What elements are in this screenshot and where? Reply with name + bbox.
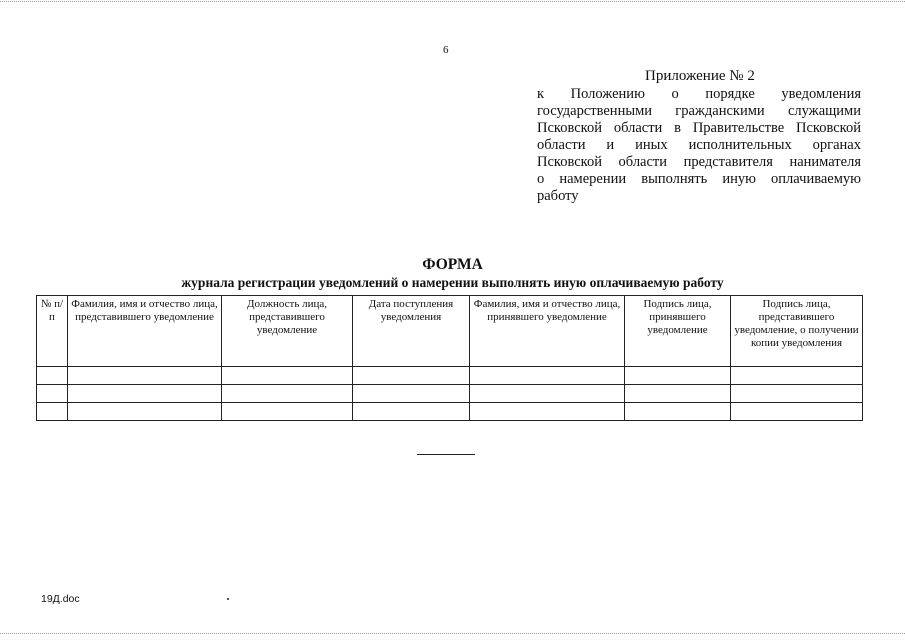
appendix-line: работу — [537, 188, 579, 204]
table-row — [37, 403, 863, 421]
table-cell[interactable] — [37, 385, 68, 403]
appendix-line: государственными гражданскими служащими — [537, 103, 861, 119]
form-title: ФОРМА — [422, 256, 483, 273]
table-cell[interactable] — [731, 367, 863, 385]
column-header-submitter-signature: Подпись лица, представившего уведомление, о получении копии уведомления — [731, 296, 863, 367]
table-header-row — [37, 296, 863, 367]
scan-edge-bottom — [0, 633, 905, 634]
document-filename: 19Д.doc — [41, 593, 80, 605]
table-cell[interactable] — [470, 403, 625, 421]
appendix-line: области и иных исполнительных органах — [537, 137, 861, 153]
appendix-line: Псковской области представителя нанимателя — [537, 154, 861, 170]
table-cell[interactable] — [625, 367, 731, 385]
table-cell[interactable] — [470, 385, 625, 403]
column-header-receipt-date: Дата поступления уведомления — [353, 296, 470, 367]
scan-edge-top — [0, 1, 905, 2]
table-row — [37, 385, 863, 403]
page-number: 6 — [443, 44, 449, 56]
table-cell[interactable] — [470, 367, 625, 385]
table-cell[interactable] — [625, 403, 731, 421]
table-cell[interactable] — [625, 385, 731, 403]
table-cell[interactable] — [731, 403, 863, 421]
registration-journal-table — [36, 295, 863, 421]
column-header-receiver-name: Фамилия, имя и отчество лица, принявшего уведомление — [470, 296, 625, 367]
appendix-line: о намерении выполнять иную оплачиваемую — [537, 171, 861, 187]
table-cell[interactable] — [222, 367, 353, 385]
appendix-text — [537, 86, 861, 205]
end-divider — [417, 454, 475, 455]
appendix-title: Приложение № 2 — [645, 68, 755, 84]
table-cell[interactable] — [222, 385, 353, 403]
table-cell[interactable] — [222, 403, 353, 421]
column-header-submitter-position: Должность лица, представившего уведомление — [222, 296, 353, 367]
table-cell[interactable] — [68, 403, 222, 421]
column-header-submitter-name: Фамилия, имя и отчество лица, представившего уведомление — [68, 296, 222, 367]
table-cell[interactable] — [353, 385, 470, 403]
table-cell[interactable] — [37, 403, 68, 421]
table-cell[interactable] — [68, 367, 222, 385]
column-header-receiver-signature: Подпись лица, принявшего уведомление — [625, 296, 731, 367]
table-cell[interactable] — [37, 367, 68, 385]
table-cell[interactable] — [731, 385, 863, 403]
table-cell[interactable] — [353, 403, 470, 421]
table-cell[interactable] — [68, 385, 222, 403]
column-header-number: № п/п — [37, 296, 68, 367]
appendix-line: Псковской области в Правительстве Псковской — [537, 120, 861, 136]
appendix-line: к Положению о порядке уведомления — [537, 86, 861, 102]
table-row — [37, 367, 863, 385]
scan-speck — [227, 598, 229, 600]
table-cell[interactable] — [353, 367, 470, 385]
form-subtitle: журнала регистрации уведомлений о намерении выполнять иную оплачиваемую работу — [181, 275, 724, 290]
